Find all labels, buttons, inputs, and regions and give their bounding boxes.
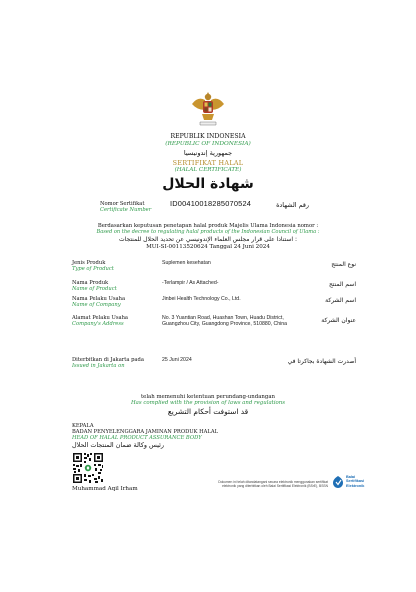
bsre-logo-text [346, 475, 364, 488]
bsre-logo-line-3: Elektronik [346, 483, 365, 488]
field-label-ar: اسم الشركة [325, 297, 356, 304]
signature-agency: BADAN PENYELENGGARA JAMINAN PRODUK HALAL [72, 429, 219, 435]
issued-label: Diterbitkan di Jakarta pada [72, 357, 144, 363]
field-label: Nama Produk [72, 280, 109, 286]
country-name: REPUBLIK INDONESIA [170, 133, 246, 140]
bsre-note [206, 480, 328, 488]
certificate-number-label-en: Certificate Number [100, 207, 152, 213]
certificate-title-en: (HALAL CERTIFICATE) [174, 167, 242, 173]
field-value: No. 3 Yuantian Road, Huashan Town, Huadu District, Guangzhou City, Guangdong Province, 510880, China [162, 315, 288, 328]
garuda-emblem-icon [190, 88, 226, 130]
field-value: Jinbei Health Technology Co., Ltd. [162, 296, 241, 302]
country-name-ar: جمهورية إندونيسيا [183, 149, 233, 157]
decree-number: MUI-SI-00113520624 Tanggal 24 Juni 2024 [146, 244, 270, 250]
decree-line-ar: استنادا على قرار مجلس العلماء الإندونيسي عن تحديد الحلال للمنتجات : [119, 236, 297, 243]
bsre-logo-line-1: Balai [346, 475, 356, 479]
field-label-en: Company's Address [72, 321, 124, 327]
field-label: Alamat Pelaku Usaha [72, 315, 129, 321]
field-value: -Terlampir / As Attached- [162, 280, 219, 286]
field-label-en: Name of Product [72, 286, 117, 292]
field-label-ar: نوع المنتج [331, 261, 356, 268]
bsre-logo-icon [332, 475, 344, 489]
decree-line-en: Based on the decree to regulating halal products of the Indonesian Council of Ulama : [96, 229, 320, 235]
signature-title: KEPALA [72, 423, 94, 429]
certificate-number: ID00410018285070524 [170, 199, 252, 208]
field-label: Jenis Produk [72, 260, 106, 266]
certificate-title: SERTIFIKAT HALAL [172, 159, 244, 167]
signature-agency-ar: رئيس وكالة ضمان المنتجات الحلال [72, 441, 164, 449]
compliance-line: telah memenuhi ketentuan perundang-undangan [140, 394, 276, 400]
signature-agency-en: HEAD OF HALAL PRODUCT ASSURANCE BODY [72, 435, 202, 441]
issued-date: 25 Juni 2024 [162, 357, 192, 363]
bsre-logo-line-2: Sertifikasi [346, 479, 365, 484]
issued-label-ar: أصدرت الشهادة بجاكرتا في [287, 358, 356, 365]
certificate-number-label: Nomor Sertifikat [100, 201, 145, 207]
signer-name: Muhammad Aqil Irham [72, 486, 138, 492]
bsre-note-line-1: Dokumen ini telah ditandatangani secara elektronik menggunakan sertifikat [218, 480, 328, 484]
compliance-line-en: Has complied with the provision of laws and regulations [130, 400, 286, 406]
decree-line: Berdasarkan keputusan penetapan halal produk Majelis Ulama Indonesia nomor : [97, 223, 319, 229]
field-label-ar: اسم المنتج [328, 281, 356, 288]
bsre-note-line-2: elektronik yang diterbitkan oleh Balai Sertifikasi Elektronik (BSrE), BSSN [222, 484, 328, 489]
field-label-ar: عنوان الشركة [321, 317, 356, 324]
country-name-en: (REPUBLIC OF INDONESIA) [165, 141, 251, 147]
certificate-title-ar: شهادة الحلال [162, 176, 254, 192]
field-label: Nama Pelaku Usaha [72, 296, 126, 302]
field-label-en: Name of Company [72, 302, 121, 308]
certificate-number-label-ar: رقم الشهادة [276, 201, 309, 209]
field-label-en: Type of Product [72, 266, 114, 272]
field-value: Suplemen kesehatan [162, 260, 211, 266]
issued-label-en: Issued in Jakarta on [72, 363, 125, 369]
qr-code-icon [72, 452, 104, 484]
compliance-line-ar: قد استوفت أحكام التشريع [167, 407, 249, 416]
